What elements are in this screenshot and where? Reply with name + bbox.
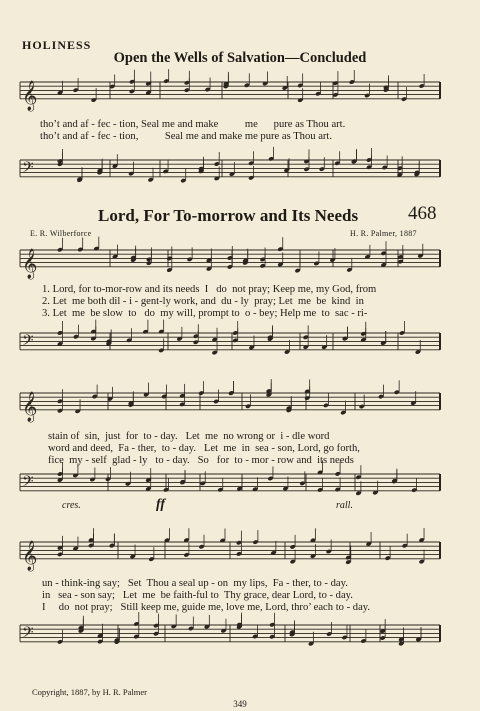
svg-text:𝄢: 𝄢 (22, 623, 34, 645)
verse-line: 1. Lord, for to-mor-row and its needs I do not pray; Keep me, my God, from (42, 284, 377, 295)
verse-line: in sea - son say; Let me be faith-ful to Thy grace, dear Lord, to - day. (42, 590, 353, 601)
verse-line: 3. Let me be slow to do my will, prompt to o - bey; Help me to sac - ri- (42, 308, 368, 319)
expression-cres: cres. (62, 500, 81, 511)
verse-line: word and deed, Fa - ther, to - day. Let me in sea - son, Lord, go forth, (48, 443, 360, 454)
svg-text:𝄞: 𝄞 (22, 80, 38, 111)
music-credit: H. R. Palmer, 1887 (350, 229, 417, 238)
page-number: 349 (233, 699, 247, 709)
expression-ff: ff (156, 497, 166, 512)
lyric-line: tho’t and af - fec - tion, Seal me and make me pure as Thou art. (40, 119, 346, 130)
copyright-notice: Copyright, 1887, by H. R. Palmer (32, 687, 147, 697)
verse-line: un - think-ing say; Set Thou a seal up - on my lips, Fa - ther, to - day. (42, 578, 348, 589)
hymn-subtitle: Open the Wells of Salvation—Concluded (113, 50, 367, 66)
expression-rall: rall. (336, 500, 353, 511)
verse-line: fice my - self glad - ly to - day. So for to - mor - row and its needs (48, 455, 354, 466)
svg-text:𝄞: 𝄞 (22, 391, 38, 422)
section-heading: HOLINESS (22, 38, 92, 52)
lyric-line: tho’t and af - fec - tion, Seal me and make me pure as Thou art. (40, 131, 333, 142)
verse-line: I do not pray; Still keep me, guide me, love me, Lord, thro’ each to - day. (42, 602, 371, 613)
hymn-number: 468 (408, 203, 437, 224)
svg-text:𝄢: 𝄢 (22, 158, 34, 180)
svg-text:𝄞: 𝄞 (22, 540, 38, 571)
svg-text:𝄢: 𝄢 (22, 331, 34, 353)
svg-text:𝄞: 𝄞 (22, 248, 38, 279)
svg-text:𝄢: 𝄢 (22, 472, 34, 494)
hymn-title: Lord, For To-morrow and Its Needs (98, 206, 359, 225)
words-credit: E. R. Wilberforce (30, 229, 92, 238)
verse-line: stain of sin, just for to - day. Let me no wrong or i - dle word (48, 431, 330, 442)
verse-line: 2. Let me both dil - i - gent-ly work, and du - ly pray; Let me be kind in (42, 296, 364, 307)
